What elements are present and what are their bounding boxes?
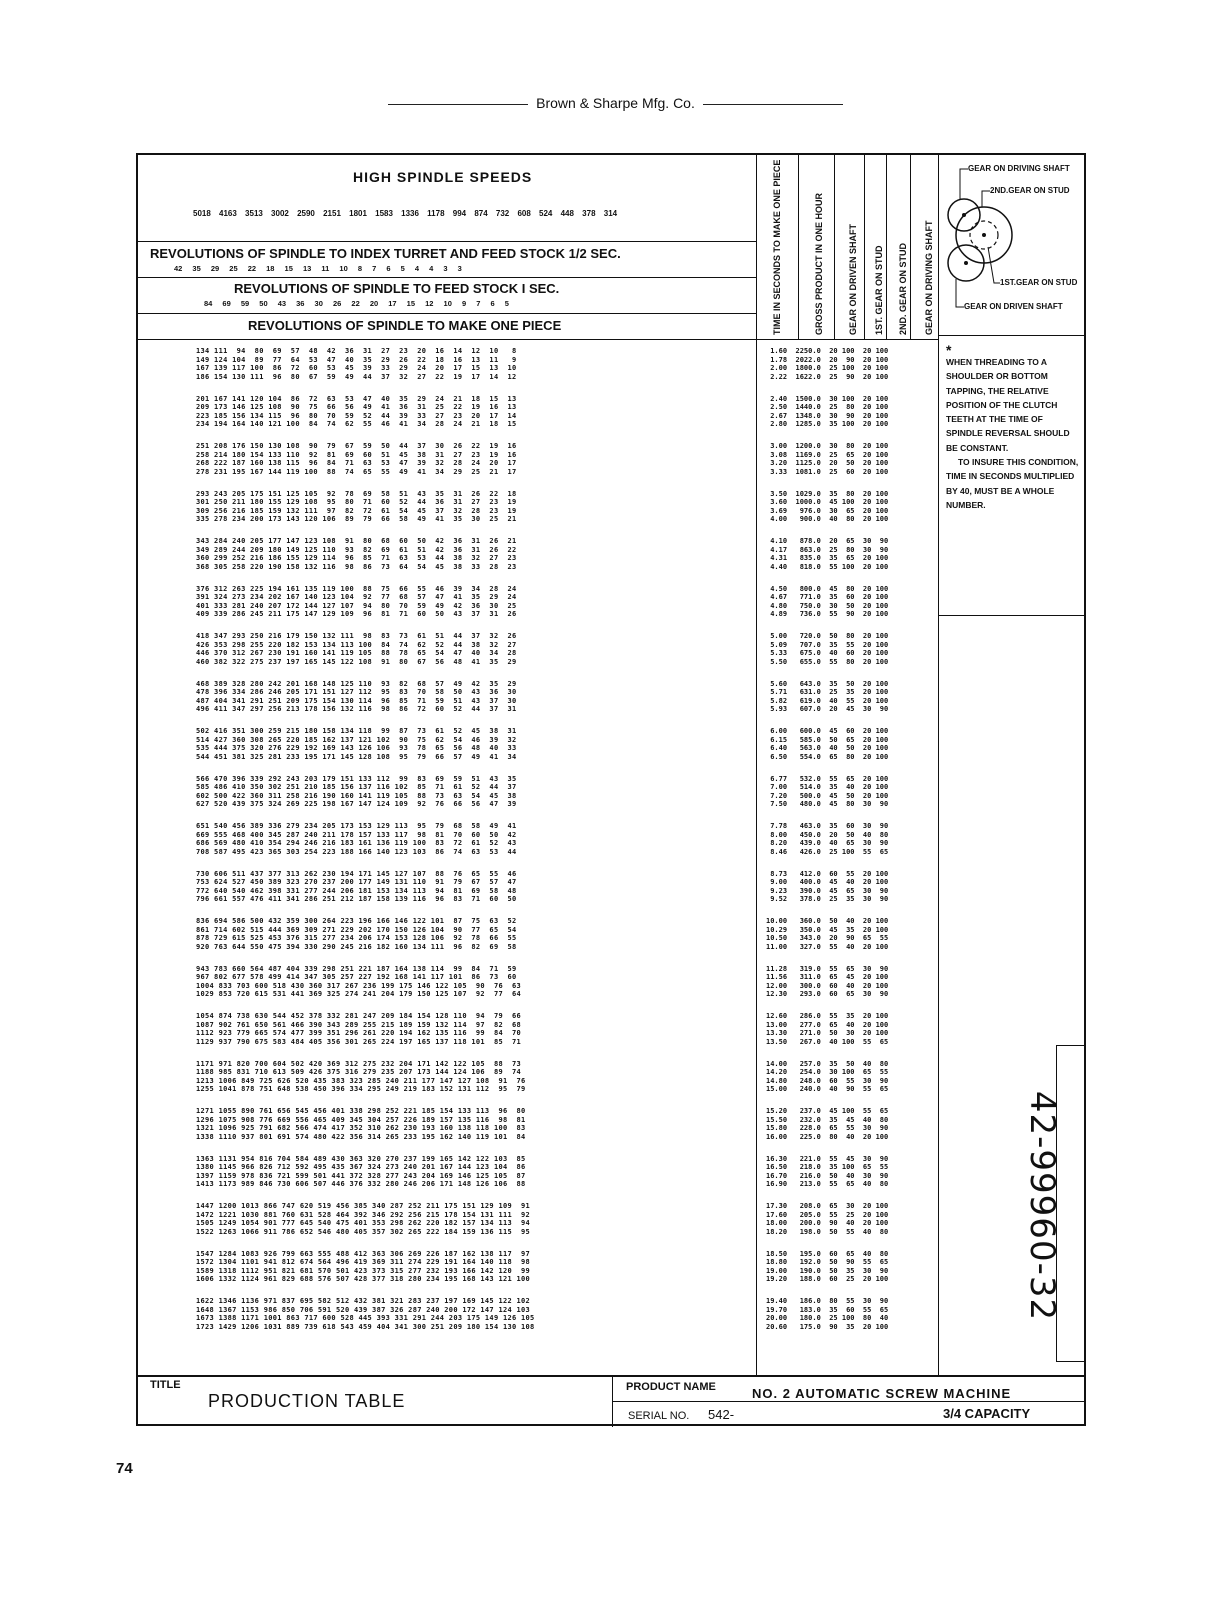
divider (938, 615, 1084, 616)
row-group (766, 395, 888, 429)
row-group (766, 727, 888, 761)
table-row: 535 444 375 320 276 229 192 169 143 126 106 93 78 65 56 48 40 33 (196, 744, 517, 753)
rev-index-turret-values: 42 35 29 25 22 18 15 13 11 10 8 7 6 5 4 4 3 3 (174, 264, 462, 273)
label-gear-driving-shaft: GEAR ON DRIVING SHAFT (968, 164, 1070, 173)
table-row: 301 250 211 180 155 129 108 95 80 71 60 52 44 36 31 27 23 19 (196, 498, 517, 507)
table-row: 4.89 736.0 55 90 20 100 (766, 610, 889, 619)
table-row: 651 540 456 389 336 279 234 205 173 153 129 113 95 79 68 58 49 41 (196, 822, 517, 830)
table-row: 9.23 390.0 45 65 30 90 (766, 886, 889, 895)
row-group (196, 965, 521, 999)
row-group (766, 1060, 888, 1094)
table-row: 836 694 586 500 432 359 300 264 223 196 166 146 122 101 87 75 63 52 (196, 917, 517, 925)
capacity: 3/4 CAPACITY (943, 1406, 1031, 1421)
row-group (196, 822, 517, 856)
table-row: 426 353 298 255 220 182 153 134 113 100 84 74 62 52 44 38 32 27 (196, 640, 517, 649)
table-row: 1606 1332 1124 961 829 688 576 507 428 377 318 280 234 195 168 143 121 100 (196, 1275, 531, 1284)
table-row: 1363 1131 954 816 704 584 489 430 363 320 270 237 199 165 142 122 103 85 (196, 1154, 526, 1163)
threading-note (946, 342, 1081, 512)
table-row: 368 305 258 220 190 158 132 116 98 86 73 64 54 45 38 33 28 23 (196, 562, 517, 571)
table-row: 1338 1110 937 801 691 574 480 422 356 314 265 233 195 162 140 119 101 84 (196, 1132, 526, 1141)
table-row: 1129 937 790 675 583 484 405 356 301 265 224 197 165 137 118 101 85 71 (196, 1037, 522, 1046)
label-second-gear-stud: 2ND.GEAR ON STUD (990, 186, 1070, 195)
row-group (196, 537, 517, 571)
table-row: 5.82 619.0 40 55 20 100 (766, 696, 889, 705)
table-row: 15.20 237.0 45 100 55 65 (766, 1107, 889, 1115)
table-row: 1673 1388 1171 1001 863 717 600 528 445 393 331 291 244 203 175 149 126 105 (196, 1314, 535, 1323)
divider (612, 1377, 613, 1427)
table-row: 19.00 190.0 50 35 30 90 (766, 1266, 889, 1275)
row-group (196, 585, 517, 619)
row-group (196, 1060, 526, 1094)
table-row: 11.00 327.0 55 40 20 100 (766, 942, 889, 951)
column-divider (864, 155, 865, 339)
col-head-gear-driven: GEAR ON DRIVEN SHAFT (848, 223, 858, 335)
table-row: 1188 985 831 710 613 509 426 375 316 279 235 207 173 144 124 106 89 74 (196, 1068, 522, 1077)
table-row: 6.50 554.0 65 80 20 100 (766, 752, 889, 761)
table-row: 585 486 410 350 302 251 210 185 156 137 116 102 85 71 61 52 44 37 (196, 783, 517, 792)
high-spindle-speeds-title: HIGH SPINDLE SPEEDS (353, 169, 533, 185)
table-row: 1472 1221 1030 881 760 631 528 464 392 346 292 256 215 178 154 131 111 92 (196, 1210, 531, 1219)
table-row: 149 124 104 89 77 64 53 47 40 35 29 26 22 18 16 13 11 9 (196, 355, 517, 364)
table-row: 772 640 540 462 398 331 277 244 206 181 153 134 113 94 81 69 58 48 (196, 886, 517, 895)
table-row: 15.80 228.0 65 55 30 90 (766, 1124, 889, 1133)
table-row: 3.20 1125.0 20 50 20 100 (766, 459, 889, 468)
divider (138, 313, 756, 314)
table-row: 391 324 273 234 202 167 140 123 104 92 77 68 57 47 41 35 29 24 (196, 593, 517, 602)
row-group (196, 1107, 526, 1141)
row-group (766, 680, 888, 714)
row-group (196, 347, 517, 381)
row-group (766, 822, 888, 856)
table-row: 5.09 707.0 35 55 20 100 (766, 640, 889, 649)
table-row: 4.40 818.0 55 100 20 100 (766, 562, 889, 571)
col-head-gross-product: GROSS PRODUCT IN ONE HOUR (814, 192, 824, 335)
table-row: 514 427 360 308 265 220 185 162 137 121 102 90 75 62 54 46 39 32 (196, 735, 517, 744)
label-first-gear-stud: 1ST.GEAR ON STUD (1000, 278, 1078, 287)
spindle-revolutions-table (138, 343, 756, 1375)
table-row: 14.80 248.0 60 55 30 90 (766, 1076, 889, 1085)
table-row: 18.50 195.0 60 65 40 80 (766, 1249, 889, 1258)
production-table-frame (136, 153, 1086, 1426)
note-text-2: TO INSURE THIS CONDITION, TIME IN SECONDS MULTIPLIED BY 40, MUST BE A WHOLE NUMBER. (946, 457, 1079, 510)
gear-train-diagram (938, 155, 1086, 335)
table-row: 7.00 514.0 35 40 20 100 (766, 783, 889, 792)
row-group (196, 1250, 530, 1284)
divider (938, 335, 1084, 336)
table-row: 920 763 644 550 475 394 330 290 245 216 182 160 134 111 96 82 69 58 (196, 942, 517, 951)
row-group (766, 775, 888, 809)
table-row: 10.50 343.0 20 90 65 55 (766, 934, 889, 943)
table-row: 12.00 300.0 60 40 20 100 (766, 981, 889, 990)
table-row: 730 606 511 437 377 313 262 230 194 171 145 127 107 88 76 65 55 46 (196, 869, 517, 878)
table-row: 19.20 188.0 60 25 20 100 (766, 1275, 889, 1284)
table-row: 201 167 141 120 104 86 72 63 53 47 40 35 29 24 21 18 15 13 (196, 394, 517, 403)
table-row: 8.46 426.0 25 100 55 65 (766, 847, 889, 856)
rev-make-one-piece-heading: REVOLUTIONS OF SPINDLE TO MAKE ONE PIECE (248, 318, 562, 333)
table-row: 1213 1006 849 725 626 520 435 383 323 285 240 211 177 147 127 108 91 76 (196, 1076, 526, 1085)
row-group (196, 870, 517, 904)
table-row: 17.60 205.0 55 25 20 100 (766, 1210, 889, 1219)
table-row: 1004 833 703 600 518 430 360 317 267 236 199 175 146 122 105 90 76 63 (196, 981, 522, 990)
divider (138, 339, 756, 340)
table-row: 16.90 213.0 55 65 40 80 (766, 1180, 889, 1189)
row-group (766, 1250, 888, 1284)
page-number: 74 (116, 1460, 133, 1477)
table-row: 496 411 347 297 256 213 178 156 132 116 98 86 72 60 52 44 37 31 (196, 705, 517, 714)
col-head-time: TIME IN SECONDS TO MAKE ONE PIECE (772, 159, 782, 335)
table-row: 602 500 422 360 311 258 216 190 160 141 119 105 88 73 63 54 45 38 (196, 791, 517, 800)
column-divider (798, 155, 799, 339)
table-row: 487 404 341 291 251 209 175 154 130 114 96 85 71 59 51 43 37 30 (196, 696, 517, 705)
table-row: 223 185 156 134 115 96 80 70 59 52 44 39 33 27 23 20 17 14 (196, 411, 517, 420)
table-row: 12.60 286.0 55 35 20 100 (766, 1012, 889, 1020)
row-group (196, 727, 517, 761)
table-row: 349 289 244 209 180 149 125 110 93 82 69 61 51 42 36 31 26 22 (196, 545, 517, 554)
column-divider (756, 155, 757, 1375)
row-group (766, 1107, 888, 1141)
row-group (196, 1155, 526, 1189)
document-title: PRODUCTION TABLE (208, 1391, 406, 1411)
table-row: 1171 971 820 700 604 502 420 369 312 275 232 204 171 142 122 105 88 73 (196, 1059, 522, 1068)
divider (612, 1401, 1084, 1402)
table-row: 409 339 286 245 211 175 147 129 109 96 81 71 60 50 43 37 31 26 (196, 610, 517, 619)
table-row: 5.50 655.0 55 80 20 100 (766, 657, 889, 666)
row-group (196, 632, 517, 666)
row-group (196, 1297, 535, 1331)
row-group (766, 585, 888, 619)
table-row: 1271 1055 890 761 656 545 456 401 338 298 252 221 185 154 133 113 96 80 (196, 1107, 526, 1115)
table-row: 418 347 293 250 216 179 150 132 111 98 83 73 61 51 44 37 32 26 (196, 632, 517, 640)
table-row: 1029 853 720 615 531 441 369 325 274 241 204 179 150 125 107 92 77 64 (196, 990, 522, 999)
row-group (196, 395, 517, 429)
table-row: 19.40 186.0 80 55 30 90 (766, 1297, 889, 1305)
table-row: 309 256 216 185 159 132 111 97 82 72 61 54 45 37 32 28 23 19 (196, 506, 517, 515)
table-row: 1522 1263 1066 911 786 652 546 480 405 357 302 265 222 184 159 136 115 95 (196, 1227, 531, 1236)
table-row: 18.00 200.0 90 40 20 100 (766, 1219, 889, 1228)
table-row: 17.30 208.0 65 30 20 100 (766, 1202, 889, 1210)
divider (138, 241, 756, 242)
table-row: 753 624 527 450 389 323 270 237 200 177 149 131 110 91 79 67 57 47 (196, 878, 517, 887)
table-row: 1723 1429 1206 1031 889 739 618 543 459 404 341 300 251 209 180 154 130 108 (196, 1322, 535, 1331)
table-row: 686 569 480 410 354 294 246 216 183 161 136 119 100 83 72 61 52 43 (196, 839, 517, 848)
table-row: 14.00 257.0 35 50 40 80 (766, 1059, 889, 1068)
table-row: 7.78 463.0 35 60 30 90 (766, 822, 889, 830)
row-group (196, 442, 517, 476)
table-row: 10.00 360.0 50 40 20 100 (766, 917, 889, 925)
title-block (138, 1375, 1084, 1427)
table-row: 1.60 2250.0 20 100 20 100 (766, 347, 889, 355)
table-row: 4.50 800.0 45 80 20 100 (766, 584, 889, 593)
table-row: 335 278 234 200 173 143 120 106 89 79 66 58 49 41 35 30 25 21 (196, 515, 517, 524)
table-row: 20.00 180.0 25 100 80 40 (766, 1314, 889, 1323)
table-row: 1112 923 779 665 574 477 399 351 296 261 220 194 162 135 116 99 84 70 (196, 1029, 522, 1038)
table-row: 14.20 254.0 30 100 65 55 (766, 1068, 889, 1077)
table-row: 478 396 334 286 246 205 171 151 127 112 95 83 70 58 50 43 36 30 (196, 688, 517, 697)
title-label: TITLE (150, 1379, 181, 1391)
rev-feed-stock-heading: REVOLUTIONS OF SPINDLE TO FEED STOCK I SEC. (234, 281, 560, 296)
row-group (766, 442, 888, 476)
row-group (196, 490, 517, 524)
table-row: 19.70 183.0 35 60 55 65 (766, 1305, 889, 1314)
table-row: 12.30 293.0 60 65 30 90 (766, 990, 889, 999)
product-name: NO. 2 AUTOMATIC SCREW MACHINE (752, 1386, 1012, 1401)
table-row: 2.22 1622.0 25 90 20 100 (766, 372, 889, 381)
table-row: 669 555 468 400 345 287 240 211 178 157 133 117 98 81 70 60 50 42 (196, 830, 517, 839)
table-row: 6.40 563.0 40 50 20 100 (766, 744, 889, 753)
table-row: 5.71 631.0 25 35 20 100 (766, 688, 889, 697)
table-row: 20.60 175.0 90 35 20 100 (766, 1322, 889, 1331)
col-head-first-gear-stud: 1ST. GEAR ON STUD (874, 245, 884, 335)
table-row: 2.40 1500.0 30 100 20 100 (766, 394, 889, 403)
row-group (766, 632, 888, 666)
row-group (766, 490, 888, 524)
table-row: 9.00 400.0 45 40 20 100 (766, 878, 889, 887)
row-group (766, 1297, 888, 1331)
rev-feed-stock-values: 84 69 59 50 43 36 30 26 22 20 17 15 12 10 9 7 6 5 (204, 299, 509, 308)
table-row: 10.29 350.0 45 35 20 100 (766, 925, 889, 934)
row-group (196, 680, 517, 714)
table-row: 6.15 585.0 50 65 20 100 (766, 735, 889, 744)
table-row: 268 222 187 160 138 115 96 84 71 63 53 47 39 32 28 24 20 17 (196, 459, 517, 468)
table-row: 4.80 750.0 30 50 20 100 (766, 601, 889, 610)
table-row: 1413 1173 989 846 730 606 507 446 376 332 280 246 206 171 148 126 106 88 (196, 1180, 526, 1189)
row-group (196, 775, 517, 809)
table-row: 5.93 607.0 20 45 30 90 (766, 705, 889, 714)
row-group (766, 1202, 888, 1236)
running-header (0, 95, 1231, 111)
table-row: 566 470 396 339 292 243 203 179 151 133 112 99 83 69 59 51 43 35 (196, 774, 517, 783)
divider (756, 339, 938, 340)
table-row: 468 389 328 280 242 201 168 148 125 110 93 82 68 57 49 42 35 29 (196, 679, 517, 688)
table-row: 1505 1249 1054 901 777 645 540 475 401 353 298 262 220 182 157 134 113 94 (196, 1219, 531, 1228)
table-row: 167 139 117 100 86 72 60 53 45 39 33 29 24 20 17 15 13 10 (196, 364, 517, 373)
table-row: 1321 1096 925 791 682 566 474 417 352 310 262 230 193 160 138 118 100 83 (196, 1124, 526, 1133)
table-row: 360 299 252 216 186 155 129 114 96 85 71 63 53 44 38 32 27 23 (196, 554, 517, 563)
header-text: Brown & Sharpe Mfg. Co. (536, 95, 695, 111)
serial-number: 542- (708, 1407, 735, 1422)
table-row: 708 587 495 423 365 303 254 223 188 166 140 123 103 86 74 63 53 44 (196, 847, 517, 856)
table-row: 4.10 878.0 20 65 30 90 (766, 537, 889, 545)
table-row: 3.69 976.0 30 65 20 100 (766, 506, 889, 515)
product-name-label: PRODUCT NAME (626, 1381, 716, 1393)
table-row: 258 214 180 154 133 110 92 81 69 60 51 45 38 31 27 23 19 16 (196, 450, 517, 459)
table-row: 16.70 216.0 50 40 30 90 (766, 1171, 889, 1180)
table-row: 234 194 164 140 121 100 84 74 62 55 46 41 34 28 24 21 18 15 (196, 420, 517, 429)
table-row: 4.00 900.0 40 80 20 100 (766, 515, 889, 524)
table-row: 878 729 615 525 453 376 315 277 234 206 174 153 128 106 92 78 66 55 (196, 934, 517, 943)
table-row: 15.00 240.0 40 90 55 65 (766, 1085, 889, 1094)
table-row: 1622 1346 1136 971 837 695 582 512 432 381 321 283 237 197 169 145 122 102 (196, 1297, 531, 1305)
table-row: 3.00 1200.0 30 80 20 100 (766, 442, 889, 450)
table-row: 1380 1145 966 826 712 592 495 435 367 324 273 240 201 167 144 123 104 86 (196, 1163, 526, 1172)
table-row: 1547 1284 1083 926 799 663 555 488 412 363 306 269 226 187 162 138 117 97 (196, 1249, 531, 1258)
part-number: 42-99960-32 (1022, 1090, 1063, 1322)
table-row: 4.17 863.0 25 80 30 90 (766, 545, 889, 554)
row-group (196, 1202, 530, 1236)
table-row: 4.67 771.0 35 60 20 100 (766, 593, 889, 602)
table-row: 1447 1200 1013 866 747 620 519 456 385 340 287 252 211 175 151 129 109 91 (196, 1202, 531, 1210)
table-row: 5.60 643.0 35 50 20 100 (766, 679, 889, 688)
part-number-stamp (1022, 1045, 1086, 1362)
table-row: 460 382 322 275 237 197 165 145 122 108 91 80 67 56 48 41 35 29 (196, 657, 517, 666)
table-row: 7.50 480.0 45 80 30 90 (766, 800, 889, 809)
table-row: 343 284 240 205 177 147 123 108 91 80 68 60 50 42 36 31 26 21 (196, 537, 517, 545)
table-row: 6.77 532.0 55 65 20 100 (766, 774, 889, 783)
row-group (766, 537, 888, 571)
table-row: 18.20 198.0 50 55 40 80 (766, 1227, 889, 1236)
table-row: 376 312 263 225 194 161 135 119 100 88 75 66 55 46 39 34 28 24 (196, 584, 517, 593)
table-row: 5.33 675.0 40 60 20 100 (766, 649, 889, 658)
table-row: 1589 1318 1112 951 821 681 570 501 423 373 315 277 232 193 166 142 120 99 (196, 1266, 531, 1275)
col-head-gear-driving: GEAR ON DRIVING SHAFT (924, 220, 934, 335)
table-row: 13.50 267.0 40 100 55 65 (766, 1037, 889, 1046)
table-row: 401 333 281 240 207 172 144 127 107 94 80 70 59 49 42 36 30 25 (196, 601, 517, 610)
table-row: 943 783 660 564 487 404 339 298 251 221 187 164 138 114 99 84 71 59 (196, 964, 517, 973)
serial-number-label: SERIAL NO. (628, 1410, 690, 1422)
note-text: WHEN THREADING TO A SHOULDER OR BOTTOM TAPPING, THE RELATIVE POSITION OF THE CLUTCH TEETH AT THE TIME OF SPINDLE REVERSAL SHOULD BE CONSTANT. (946, 357, 1070, 453)
table-row: 1054 874 738 630 544 452 378 332 281 247 209 184 154 128 110 94 79 66 (196, 1012, 522, 1020)
table-row: 2.00 1800.0 25 100 20 100 (766, 364, 889, 373)
table-row: 1648 1367 1153 986 850 706 591 520 439 387 326 287 240 200 172 147 124 103 (196, 1305, 531, 1314)
row-group (196, 1012, 521, 1046)
table-row: 967 802 677 578 499 414 347 305 257 227 192 168 141 117 101 86 73 60 (196, 973, 517, 982)
table-row: 4.31 835.0 35 65 20 100 (766, 554, 889, 563)
row-group (766, 870, 888, 904)
table-row: 3.33 1081.0 25 60 20 100 (766, 467, 889, 476)
table-row: 502 416 351 300 259 215 180 158 134 118 99 87 73 61 52 45 38 31 (196, 727, 517, 735)
table-row: 2.67 1348.0 30 90 20 100 (766, 411, 889, 420)
table-row: 1296 1075 908 776 669 556 465 409 345 304 257 226 189 157 135 116 98 81 (196, 1115, 526, 1124)
table-row: 16.50 218.0 35 100 65 55 (766, 1163, 889, 1172)
table-row: 1397 1159 978 836 721 599 501 441 372 328 277 243 204 169 146 125 105 87 (196, 1171, 526, 1180)
table-row: 8.20 439.0 40 65 30 90 (766, 839, 889, 848)
rev-index-turret-heading: REVOLUTIONS OF SPINDLE TO INDEX TURRET AND FEED STOCK 1/2 SEC. (150, 246, 621, 261)
table-row: 861 714 602 515 444 369 309 271 229 202 170 150 126 104 90 77 65 54 (196, 925, 517, 934)
table-row: 6.00 600.0 45 60 20 100 (766, 727, 889, 735)
table-row: 796 661 557 476 411 341 286 251 212 187 158 139 116 96 83 71 60 50 (196, 895, 517, 904)
table-row: 8.00 450.0 20 50 40 80 (766, 830, 889, 839)
table-row: 11.28 319.0 55 65 30 90 (766, 964, 889, 973)
row-group (766, 965, 888, 999)
table-row: 8.73 412.0 60 55 20 100 (766, 869, 889, 878)
table-row: 2.50 1440.0 25 80 20 100 (766, 403, 889, 412)
table-row: 3.08 1169.0 25 65 20 100 (766, 450, 889, 459)
row-group (196, 917, 517, 951)
table-row: 2.80 1285.0 35 100 20 100 (766, 420, 889, 429)
table-row: 3.50 1029.0 35 80 20 100 (766, 489, 889, 498)
table-row: 134 111 94 80 69 57 48 42 36 31 27 23 20 16 14 12 10 8 (196, 347, 517, 355)
col-head-second-gear-stud: 2ND. GEAR ON STUD (898, 242, 908, 335)
table-row: 251 208 176 150 130 108 90 79 67 59 50 44 37 30 26 22 19 16 (196, 442, 517, 450)
table-row: 544 451 381 325 281 233 195 171 145 128 108 95 79 66 57 49 41 34 (196, 752, 517, 761)
table-row: 11.56 311.0 65 45 20 100 (766, 973, 889, 982)
table-row: 13.00 277.0 65 40 20 100 (766, 1020, 889, 1029)
table-row: 16.30 221.0 55 45 30 90 (766, 1154, 889, 1163)
table-row: 186 154 130 111 96 80 67 59 49 44 37 32 27 22 19 17 14 12 (196, 372, 517, 381)
table-row: 627 520 439 375 324 269 225 198 167 147 124 109 92 76 66 56 47 39 (196, 800, 517, 809)
table-row: 5.00 720.0 50 80 20 100 (766, 632, 889, 640)
table-row: 1572 1304 1101 941 812 674 564 496 419 369 311 274 229 191 164 140 118 98 (196, 1258, 531, 1267)
table-row: 293 243 205 175 151 125 105 92 78 69 58 51 43 35 31 26 22 18 (196, 489, 517, 498)
table-row: 1255 1041 878 751 648 538 450 396 334 295 249 219 183 152 131 112 95 79 (196, 1085, 526, 1094)
table-row: 1087 902 761 650 561 466 390 343 289 255 215 189 159 132 114 97 82 68 (196, 1020, 522, 1029)
header-rule-left (388, 104, 528, 105)
label-gear-driven-shaft: GEAR ON DRIVEN SHAFT (964, 302, 1063, 311)
table-row: 278 231 195 167 144 119 100 88 74 65 55 49 41 34 29 25 21 17 (196, 467, 517, 476)
column-divider (834, 155, 835, 339)
table-row: 209 173 146 125 108 90 75 66 56 49 41 36 31 25 22 19 16 13 (196, 403, 517, 412)
divider (138, 277, 756, 278)
table-row: 1.78 2022.0 20 90 20 100 (766, 355, 889, 364)
table-row: 15.50 232.0 35 45 40 80 (766, 1115, 889, 1124)
table-row: 18.80 192.0 50 90 55 65 (766, 1258, 889, 1267)
table-row: 446 370 312 267 230 191 160 141 119 105 88 78 65 54 47 40 34 28 (196, 649, 517, 658)
table-row: 9.52 378.0 25 35 30 90 (766, 895, 889, 904)
header-rule-right (703, 104, 843, 105)
table-row: 13.30 271.0 50 30 20 100 (766, 1029, 889, 1038)
table-row: 16.00 225.0 80 40 20 100 (766, 1132, 889, 1141)
row-group (766, 1155, 888, 1189)
spindle-speeds-row: 5018 4163 3513 3002 2590 2151 1801 1583 1336 1178 994 874 732 608 524 448 378 314 (193, 209, 618, 218)
row-group (766, 347, 888, 381)
row-group (766, 917, 888, 951)
column-divider (938, 155, 939, 1375)
asterisk-mark: * (946, 342, 952, 358)
table-row: 3.60 1000.0 45 100 20 100 (766, 498, 889, 507)
table-row: 7.20 500.0 45 50 20 100 (766, 791, 889, 800)
row-group (766, 1012, 888, 1046)
